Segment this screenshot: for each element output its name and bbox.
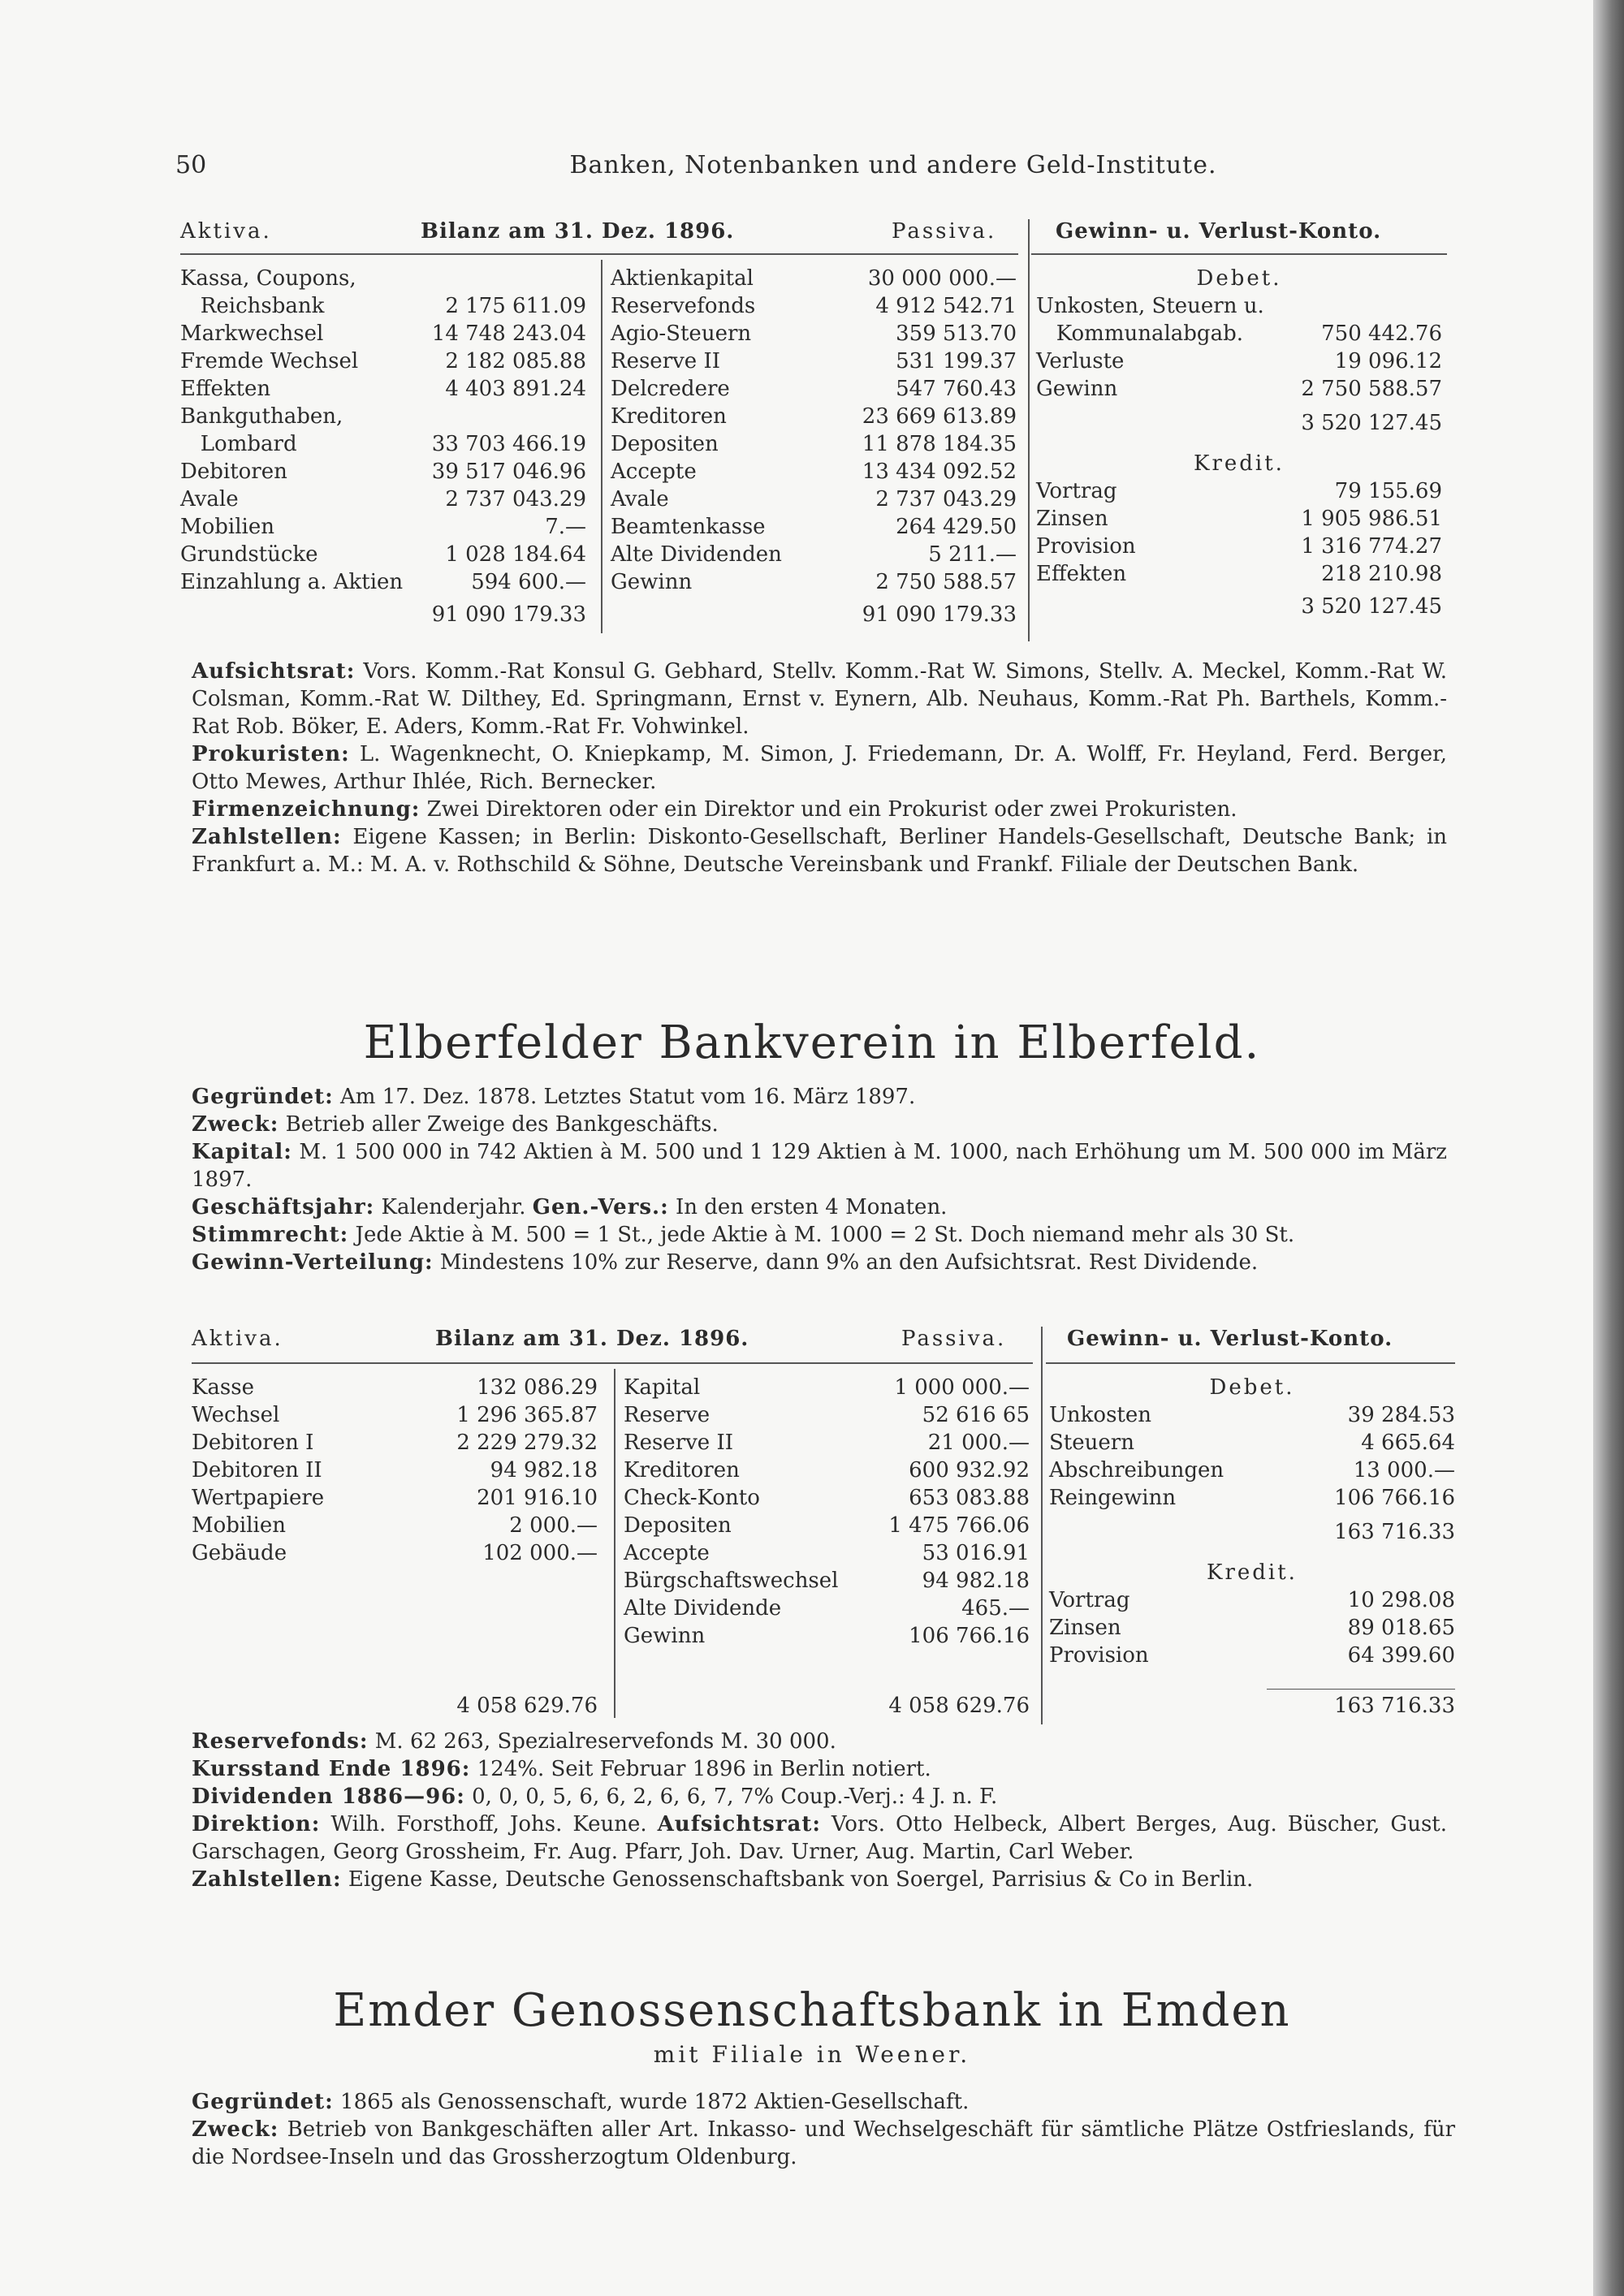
table-row [611, 320, 1017, 347]
table-row [611, 513, 1017, 541]
row-value: 1 296 365.87 [456, 1403, 598, 1427]
table-row [624, 1374, 1030, 1401]
row-label: Depositen [611, 432, 719, 456]
row-value: 13 434 092.52 [862, 460, 1017, 484]
debet-label: Debet. [1196, 266, 1282, 291]
s1-gv-table [1036, 265, 1442, 620]
table-total [180, 601, 586, 628]
s2-passiva-label: Passiva. [901, 1327, 1007, 1351]
info-paragraph [192, 2116, 1455, 2171]
row-label: Reserve [624, 1403, 710, 1427]
row-value: 94 982.18 [490, 1458, 598, 1482]
row-value: 79 155.69 [1334, 479, 1442, 503]
row-value: 2 175 611.09 [445, 294, 586, 318]
s2-aktiva-label: Aktiva. [192, 1327, 283, 1351]
s3-title: Emder Genossenschaftsbank in Emden [333, 1984, 1291, 2037]
info-label: Firmenzeichnung: [192, 797, 421, 822]
row-value: 600 932.92 [909, 1458, 1030, 1482]
s1-divider-gv [1028, 219, 1030, 641]
info-label-2: Aufsichtsrat: [657, 1812, 821, 1836]
info-paragraph [192, 1755, 1447, 1783]
row-value: 39 517 046.96 [431, 460, 586, 484]
table-row [192, 1539, 598, 1567]
s2-aktiva-table [192, 1374, 598, 1567]
row-value: 594 600.— [471, 570, 586, 594]
info-label: Zweck: [192, 2117, 279, 2142]
table-row [180, 541, 586, 568]
table-row [611, 265, 1017, 292]
table-row [192, 1374, 598, 1401]
row-label: Kommunalabgab. [1036, 322, 1243, 346]
row-label: Lombard [180, 432, 297, 456]
row-value: 52 616 65 [922, 1403, 1030, 1427]
row-label: Zinsen [1036, 507, 1108, 531]
row-label: Kreditoren [611, 404, 727, 429]
s2-gv-title: Gewinn- u. Verlust-Konto. [1067, 1327, 1393, 1351]
table-total [1049, 1512, 1455, 1554]
s2-passiva-total: 4 058 629.76 [888, 1694, 1030, 1718]
info-text-2: In den ersten 4 Monaten. [675, 1195, 948, 1219]
table-row [180, 265, 586, 292]
info-text: Mindestens 10% zur Reserve, dann 9% an den Aufsichtsrat. Rest Dividende. [439, 1250, 1259, 1275]
table-row [624, 1512, 1030, 1539]
table-row [180, 513, 586, 541]
s1-divider-mid [601, 260, 603, 633]
info-paragraph [192, 658, 1447, 740]
s1-gv-title: Gewinn- u. Verlust-Konto. [1056, 219, 1382, 244]
row-value: 2 229 279.32 [456, 1431, 598, 1455]
row-value: 547 760.43 [896, 377, 1017, 401]
row-label: Abschreibungen [1049, 1458, 1224, 1482]
info-label: Kapital: [192, 1140, 292, 1164]
table-row [180, 486, 586, 513]
info-paragraph [192, 2088, 1455, 2116]
table-row [192, 1457, 598, 1484]
info-text: Kalenderjahr. [381, 1195, 533, 1219]
table-row [180, 347, 586, 375]
row-label: Kasse [192, 1375, 254, 1400]
table-row [180, 320, 586, 347]
table-row [624, 1401, 1030, 1429]
table-row [624, 1622, 1030, 1650]
row-label: Effekten [1036, 562, 1127, 586]
info-text: Eigene Kassen; in Berlin: Diskonto-Gesellschaft, Berliner Handels-Gesellschaft, Deutsche Bank; in Frankfurt a. M.: M. A. v. Rothschild & Söhne, Deutsche Vereinsbank und Frankf. Filiale der Deutschen Bank. [192, 825, 1448, 877]
info-text: M. 62 263, Spezialreservefonds M. 30 000. [374, 1729, 836, 1754]
row-value: 465.— [961, 1596, 1030, 1621]
info-paragraph [192, 1111, 1447, 1138]
info-paragraph [192, 1810, 1447, 1866]
info-text: M. 1 500 000 in 742 Aktien à M. 500 und 1 129 Aktien à M. 1000, nach Erhöhung um M. 500 000 im März 1897. [192, 1140, 1447, 1192]
table-row [1049, 1429, 1455, 1457]
info-label: Gegründet: [192, 1085, 334, 1109]
row-value: 2 737 043.29 [875, 487, 1017, 511]
info-text: Eigene Kasse, Deutsche Genossenschaftsbank von Soergel, Parrisius & Co in Berlin. [348, 1867, 1254, 1892]
info-label: Zahlstellen: [192, 825, 342, 849]
row-value: 1 000 000.— [894, 1375, 1030, 1400]
kredit-label: Kredit. [1207, 1560, 1298, 1585]
s1-rule-right [1031, 253, 1447, 255]
total-value: 163 716.33 [1334, 1520, 1455, 1544]
table-row [611, 541, 1017, 568]
row-label: Fremde Wechsel [180, 349, 359, 373]
total-value: 91 090 179.33 [431, 602, 586, 627]
table-row [192, 1484, 598, 1512]
row-label: Bürgschaftswechsel [624, 1569, 839, 1593]
debet-label: Debet. [1209, 1375, 1295, 1400]
kredit-label: Kredit. [1194, 451, 1285, 476]
row-value: 264 429.50 [896, 515, 1017, 539]
row-value: 4 665.64 [1361, 1431, 1455, 1455]
info-label: Prokuristen: [192, 742, 350, 766]
info-label: Zweck: [192, 1112, 279, 1137]
row-value: 359 513.70 [896, 322, 1017, 346]
table-row [611, 347, 1017, 375]
table-row [180, 430, 586, 458]
row-value: 21 000.— [927, 1431, 1030, 1455]
s1-aktiva-table [180, 265, 586, 628]
table-row [1049, 1642, 1455, 1669]
row-value: 2 750 588.57 [875, 570, 1017, 594]
total-value: 3 520 127.45 [1301, 594, 1442, 619]
table-row [1049, 1457, 1455, 1484]
info-text-2: Vors. Otto Helbeck, Albert Berges, Aug. Büscher, Gust. Garschagen, Georg Grossheim, Fr. Aug. Pfarr, Joh. Dav. Urner, Aug. Martin, Carl Weber. [192, 1812, 1447, 1864]
s2-gv-table [1049, 1374, 1455, 1669]
row-label: Reichsbank [180, 294, 325, 318]
table-row [624, 1484, 1030, 1512]
table-row [180, 568, 586, 596]
info-text: Am 17. Dez. 1878. Letztes Statut vom 16. März 1897. [340, 1085, 916, 1109]
s2-divider-mid [614, 1369, 615, 1718]
row-label: Kreditoren [624, 1458, 740, 1482]
table-row [180, 292, 586, 320]
s2-info2 [192, 1728, 1447, 1893]
row-label: Kassa, Coupons, [180, 266, 356, 291]
row-label: Check-Konto [624, 1486, 760, 1510]
info-paragraph [192, 1866, 1447, 1893]
row-value: 106 766.16 [1334, 1486, 1455, 1510]
row-label: Wertpapiere [192, 1486, 325, 1510]
info-label: Geschäftsjahr: [192, 1195, 375, 1219]
info-text: L. Wagenknecht, O. Kniepkamp, M. Simon, J. Friedemann, Dr. A. Wolff, Fr. Heyland, Ferd. Berger, Otto Mewes, Arthur Ihlée, Rich. Bernecker. [192, 742, 1447, 794]
row-label: Mobilien [192, 1513, 286, 1538]
row-label: Steuern [1049, 1431, 1134, 1455]
row-label: Debitoren II [192, 1458, 322, 1482]
s1-passiva-table [611, 265, 1017, 628]
row-value: 102 000.— [482, 1541, 598, 1565]
row-label: Accepte [611, 460, 697, 484]
info-label-2: Gen.-Vers.: [532, 1195, 669, 1219]
row-label: Accepte [624, 1541, 710, 1565]
total-value: 3 520 127.45 [1301, 411, 1442, 435]
info-label: Zahlstellen: [192, 1867, 342, 1892]
table-total [1036, 593, 1442, 620]
info-label: Stimmrecht: [192, 1223, 349, 1247]
info-paragraph [192, 1138, 1447, 1193]
table-total [611, 601, 1017, 628]
s2-passiva-table [624, 1374, 1030, 1650]
table-row [1036, 477, 1442, 505]
row-value: 4 912 542.71 [875, 294, 1017, 318]
row-label: Agio-Steuern [611, 322, 752, 346]
row-label: Vortrag [1036, 479, 1117, 503]
row-value: 14 748 243.04 [431, 322, 586, 346]
row-value: 11 878 184.35 [862, 432, 1017, 456]
s2-divider-gv [1041, 1327, 1043, 1724]
table-row [180, 458, 586, 486]
table-row [611, 458, 1017, 486]
row-value: 10 298.08 [1347, 1588, 1455, 1612]
s3-subtitle: mit Filiale in Weener. [653, 2041, 971, 2068]
info-label: Gegründet: [192, 2090, 334, 2114]
row-value: 1 475 766.06 [888, 1513, 1030, 1538]
table-row [624, 1457, 1030, 1484]
row-label: Reservefonds [611, 294, 756, 318]
row-value: 750 442.76 [1321, 322, 1442, 346]
row-value: 23 669 613.89 [862, 404, 1017, 429]
row-value: 7.— [545, 515, 586, 539]
row-value: 2 737 043.29 [445, 487, 586, 511]
table-row [611, 568, 1017, 596]
row-value: 13 000.— [1353, 1458, 1455, 1482]
table-row [1036, 320, 1442, 347]
table-row [192, 1401, 598, 1429]
row-label: Aktienkapital [611, 266, 754, 291]
table-row [1036, 505, 1442, 533]
info-paragraph [192, 796, 1447, 823]
running-head: Banken, Notenbanken und andere Geld-Institute. [569, 151, 1217, 179]
row-label: Gewinn [611, 570, 693, 594]
row-label: Vortrag [1049, 1588, 1130, 1612]
info-paragraph [192, 1728, 1447, 1755]
row-label: Unkosten [1049, 1403, 1151, 1427]
s2-info [192, 1083, 1447, 1276]
info-paragraph [192, 823, 1447, 878]
row-label: Reserve II [611, 349, 721, 373]
info-paragraph [192, 1193, 1447, 1221]
total-value: 91 090 179.33 [862, 602, 1017, 627]
row-label: Avale [180, 487, 239, 511]
row-value: 1 028 184.64 [445, 542, 586, 567]
info-label: Dividenden 1886—96: [192, 1785, 465, 1809]
scan-edge [1593, 0, 1624, 2296]
row-label: Debitoren I [192, 1431, 314, 1455]
info-paragraph [192, 1221, 1447, 1249]
s3-info [192, 2088, 1455, 2171]
table-row [1049, 1614, 1455, 1642]
info-label: Direktion: [192, 1812, 321, 1836]
row-value: 106 766.16 [909, 1624, 1030, 1648]
table-row [624, 1595, 1030, 1622]
row-label: Bankguthaben, [180, 404, 343, 429]
s2-title: Elberfelder Bankverein in Elberfeld. [363, 1016, 1261, 1069]
table-row [1036, 533, 1442, 560]
table-row [1036, 292, 1442, 320]
s1-rule-left [180, 253, 1018, 255]
row-value: 5 211.— [928, 542, 1017, 567]
row-value: 53 016.91 [922, 1541, 1030, 1565]
row-value: 2 000.— [509, 1513, 598, 1538]
row-label: Grundstücke [180, 542, 318, 567]
row-label: Depositen [624, 1513, 732, 1538]
row-label: Gebäude [192, 1541, 287, 1565]
row-label: Wechsel [192, 1403, 280, 1427]
info-text: Vors. Komm.-Rat Konsul G. Gebhard, Stellv. Komm.-Rat W. Simons, Stellv. A. Meckel, Komm.-Rat W. Colsman, Komm.-Rat W. Dilthey, Ed. Springmann, Ernst v. Eynern, Alb. Neuhaus, Komm.-Rat Ph. Barthels, Komm.-Rat Rob. Böker, E. Aders, Komm.-Rat Fr. Vohwinkel. [192, 659, 1448, 739]
table-row [611, 486, 1017, 513]
table-row [611, 292, 1017, 320]
info-paragraph [192, 1249, 1447, 1276]
s1-bilanz-title: Bilanz am 31. Dez. 1896. [421, 219, 735, 244]
row-value: 132 086.29 [477, 1375, 598, 1400]
row-value: 33 703 466.19 [431, 432, 586, 456]
row-value: 4 403 891.24 [445, 377, 586, 401]
info-paragraph [192, 1783, 1447, 1810]
info-label: Kursstand Ende 1896: [192, 1757, 471, 1781]
row-label: Beamtenkasse [611, 515, 766, 539]
s1-passiva-label: Passiva. [892, 219, 997, 244]
table-row [611, 403, 1017, 430]
info-paragraph [192, 1083, 1447, 1111]
row-value: 94 982.18 [922, 1569, 1030, 1593]
row-value: 30 000 000.— [867, 266, 1017, 291]
row-label: Alte Dividende [624, 1596, 782, 1621]
info-text: 0, 0, 0, 5, 6, 6, 2, 6, 6, 7, 7% Coup.-Verj.: 4 J. n. F. [472, 1785, 998, 1809]
row-value: 89 018.65 [1347, 1616, 1455, 1640]
row-value: 218 210.98 [1321, 562, 1442, 586]
row-value: 64 399.60 [1347, 1643, 1455, 1668]
table-row [624, 1429, 1030, 1457]
row-label: Markwechsel [180, 322, 324, 346]
row-value: 1 316 774.27 [1301, 534, 1442, 559]
row-label: Effekten [180, 377, 271, 401]
info-text: Betrieb aller Zweige des Bankgeschäfts. [285, 1112, 719, 1137]
row-label: Provision [1049, 1643, 1149, 1668]
row-value: 1 905 986.51 [1301, 507, 1442, 531]
table-row [611, 375, 1017, 403]
table-row [180, 403, 586, 430]
row-value: 201 916.10 [477, 1486, 598, 1510]
info-label: Aufsichtsrat: [192, 659, 356, 684]
table-row [624, 1539, 1030, 1567]
row-label: Kapital [624, 1375, 701, 1400]
s2-rule-right [1046, 1362, 1455, 1364]
table-row [1049, 1484, 1455, 1512]
row-label: Unkosten, Steuern u. [1036, 294, 1264, 318]
row-label: Gewinn [624, 1624, 706, 1648]
row-label: Provision [1036, 534, 1136, 559]
s2-rule-left [192, 1362, 1033, 1364]
row-label: Zinsen [1049, 1616, 1121, 1640]
row-value: 653 083.88 [909, 1486, 1030, 1510]
info-text: Wilh. Forsthoff, Johs. Keune. [330, 1812, 658, 1836]
table-row [611, 430, 1017, 458]
info-text: Betrieb von Bankgeschäften aller Art. Inkasso- und Wechselgeschäft für sämtliche Plätze Ostfrieslands, für die Nordsee-Inseln und das Grossherzogtum Oldenburg. [192, 2117, 1455, 2169]
info-label: Gewinn-Verteilung: [192, 1250, 434, 1275]
row-value: 2 750 588.57 [1301, 377, 1442, 401]
row-value: 531 199.37 [896, 349, 1017, 373]
row-label: Verluste [1036, 349, 1125, 373]
table-row [1049, 1401, 1455, 1429]
table-row [1049, 1586, 1455, 1614]
s1-info [192, 658, 1447, 878]
row-label: Mobilien [180, 515, 274, 539]
table-row [1036, 347, 1442, 375]
info-label: Reservefonds: [192, 1729, 369, 1754]
table-total [1036, 403, 1442, 445]
table-row [192, 1429, 598, 1457]
table-row [1036, 560, 1442, 588]
s2-bilanz-title: Bilanz am 31. Dez. 1896. [435, 1327, 749, 1351]
table-row [192, 1512, 598, 1539]
info-paragraph [192, 740, 1447, 796]
row-label: Einzahlung a. Aktien [180, 570, 404, 594]
row-label: Gewinn [1036, 377, 1118, 401]
info-text: 124%. Seit Februar 1896 in Berlin notiert. [477, 1757, 931, 1781]
s2-kredit-sum-rule [1267, 1689, 1455, 1690]
info-text: 1865 als Genossenschaft, wurde 1872 Aktien-Gesellschaft. [340, 2090, 970, 2114]
row-label: Delcredere [611, 377, 730, 401]
page-number: 50 [175, 151, 207, 179]
row-label: Debitoren [180, 460, 287, 484]
table-row [180, 375, 586, 403]
row-value: 39 284.53 [1347, 1403, 1455, 1427]
row-label: Reingewinn [1049, 1486, 1177, 1510]
row-label: Avale [611, 487, 669, 511]
s1-aktiva-label: Aktiva. [180, 219, 272, 244]
info-text: Jede Aktie à M. 500 = 1 St., jede Aktie à M. 1000 = 2 St. Doch niemand mehr als 30 St. [355, 1223, 1295, 1247]
table-row [1036, 375, 1442, 403]
row-label: Reserve II [624, 1431, 734, 1455]
s2-aktiva-total: 4 058 629.76 [456, 1694, 598, 1718]
table-row [624, 1567, 1030, 1595]
info-text: Zwei Direktoren oder ein Direktor und ein Prokurist oder zwei Prokuristen. [426, 797, 1237, 822]
s2-kredit-total: 163 716.33 [1334, 1694, 1455, 1718]
row-label: Alte Dividenden [611, 542, 782, 567]
row-value: 2 182 085.88 [445, 349, 586, 373]
row-value: 19 096.12 [1334, 349, 1442, 373]
